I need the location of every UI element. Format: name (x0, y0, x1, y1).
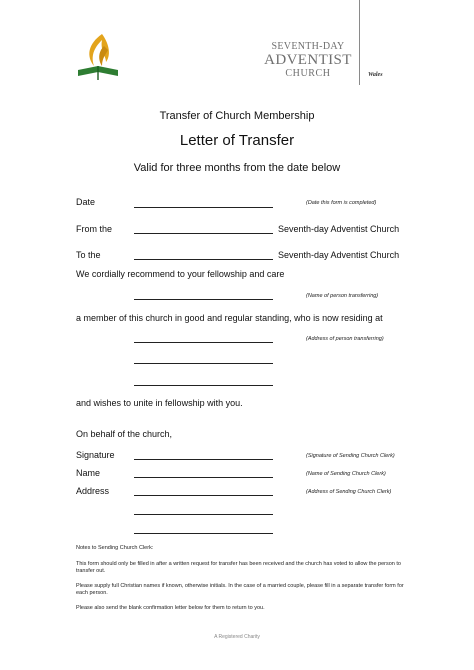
behalf-text: On behalf of the church, (76, 429, 173, 439)
to-label: To the (76, 250, 101, 260)
brand-line-2: ADVENTIST (264, 52, 352, 68)
form-subtitle: Letter of Transfer (179, 132, 295, 149)
clerk-address-line-3[interactable] (134, 533, 273, 534)
notes-heading: Notes to Sending Church Clerk: (76, 545, 154, 551)
header-divider (359, 0, 360, 85)
from-label: From the (76, 224, 113, 234)
notes-paragraph-3: Please also send the blank confirmation letter below for them to return to you. (76, 605, 265, 611)
brand-line-3: CHURCH (285, 68, 331, 79)
notes-paragraph-2: Please supply full Christian names if known, otherwise initials. In the case of a married couple, please fill in a separate transfer form for each person. (76, 583, 404, 597)
person-address-line-1[interactable] (134, 342, 273, 343)
address-note: (Address of person transferring) (306, 336, 384, 342)
to-church-field[interactable] (134, 259, 273, 260)
region-label: Wales (368, 72, 383, 78)
name-label: Name (76, 468, 101, 478)
date-label: Date (76, 197, 96, 207)
name-note: (Name of Sending Church Clerk) (306, 471, 386, 477)
person-address-line-2[interactable] (134, 363, 273, 364)
person-note: (Name of person transferring) (306, 293, 379, 299)
address-label: Address (76, 486, 110, 496)
brand-wordmark (262, 42, 354, 79)
from-church-suffix: Seventh-day Adventist Church (278, 224, 400, 234)
recommend-text: We cordially recommend to your fellowship and care (76, 269, 285, 279)
footer-charity: A Registered Charity (214, 634, 260, 640)
signature-note: (Signature of Sending Church Clerk) (306, 453, 395, 459)
from-church-field[interactable] (134, 233, 273, 234)
notes-paragraph-1: This form should only be filled in after a written request for transfer has been received and the church has voted to allow the person to transfer out. (76, 561, 401, 575)
to-church-suffix: Seventh-day Adventist Church (278, 250, 400, 260)
validity-text: Valid for three months from the date below (133, 162, 341, 174)
clerk-address-line-2[interactable] (134, 514, 273, 515)
church-logo-icon (76, 32, 120, 82)
person-name-field[interactable] (134, 299, 273, 300)
date-note: (Date this form is completed) (306, 200, 377, 206)
clerk-address-note: (Address of Sending Church Clerk) (306, 489, 392, 495)
person-address-line-3[interactable] (134, 385, 273, 386)
signature-label: Signature (76, 450, 115, 460)
clerk-address-line-1[interactable] (134, 495, 273, 496)
signature-field[interactable] (134, 459, 273, 460)
standing-text: a member of this church in good and regular standing, who is now residing at (76, 313, 383, 323)
form-title: Transfer of Church Membership (159, 110, 315, 122)
unite-text: and wishes to unite in fellowship with you. (76, 398, 243, 408)
brand-line-1: SEVENTH-DAY (271, 41, 345, 52)
clerk-name-field[interactable] (134, 477, 273, 478)
date-field[interactable] (134, 207, 273, 208)
